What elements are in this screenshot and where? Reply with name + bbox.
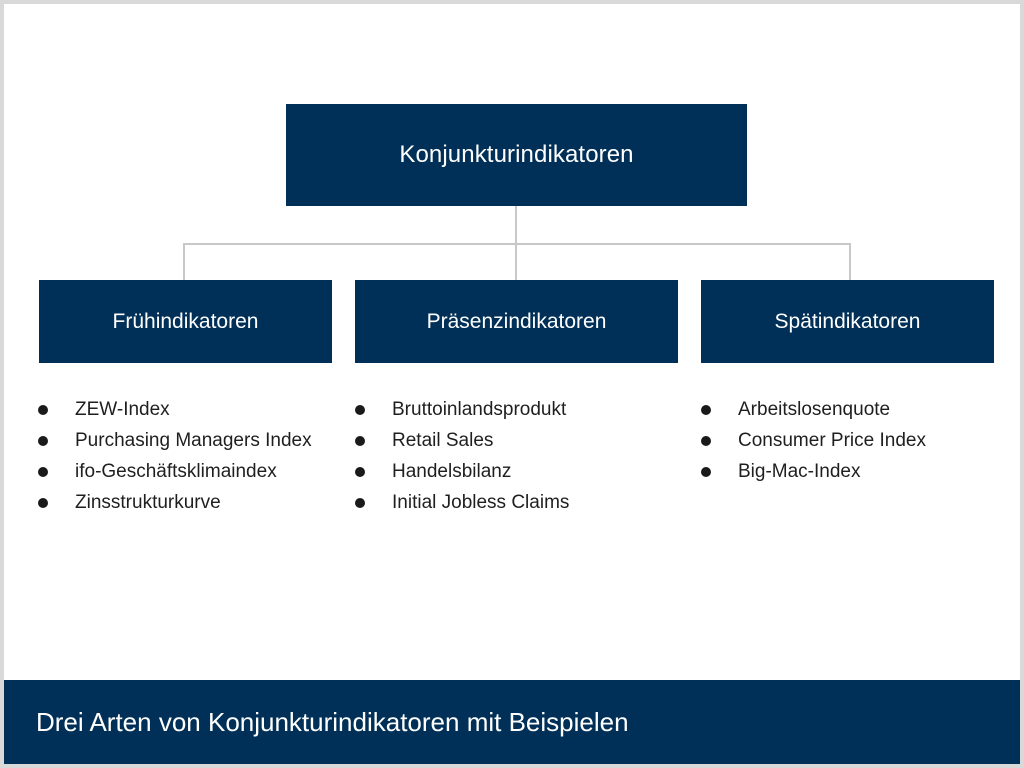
bullet-icon — [38, 498, 48, 508]
list-item — [355, 394, 569, 425]
bullet-icon — [38, 405, 48, 415]
root-node — [286, 104, 747, 206]
list-item-label: Arbeitslosenquote — [738, 399, 891, 420]
list-item-label: ZEW-Index — [75, 399, 170, 420]
connector-left-down — [183, 243, 185, 280]
caption-banner — [4, 680, 1020, 764]
list-item-label: Bruttoinlandsprodukt — [392, 399, 567, 420]
bullet-icon — [355, 436, 365, 446]
category-node-fruehindikatoren — [39, 280, 332, 363]
list-item — [701, 456, 926, 487]
list-item-label: ifo-Geschäftsklimaindex — [75, 461, 277, 482]
bullet-icon — [38, 436, 48, 446]
list-item — [355, 425, 569, 456]
list-item — [701, 425, 926, 456]
list-item — [38, 487, 312, 518]
bullet-icon — [355, 498, 365, 508]
category-label: Präsenzindikatoren — [426, 309, 607, 333]
list-item — [38, 394, 312, 425]
list-item-label: Big-Mac-Index — [738, 461, 861, 482]
root-node-label: Konjunkturindikatoren — [399, 141, 634, 168]
list-item-label: Zinsstrukturkurve — [75, 492, 221, 513]
category-label: Spätindikatoren — [774, 309, 921, 333]
category-node-praesenzindikatoren — [355, 280, 678, 363]
connector-root-down — [515, 206, 517, 245]
caption-text: Drei Arten von Konjunkturindikatoren mit Beispielen — [36, 706, 629, 737]
category-node-spaetindikatoren — [701, 280, 994, 363]
list-item — [701, 394, 926, 425]
list-item — [355, 487, 569, 518]
examples-list-praesenzindikatoren — [355, 394, 569, 518]
list-item-label: Consumer Price Index — [738, 430, 926, 451]
bullet-icon — [355, 405, 365, 415]
list-item-label: Retail Sales — [392, 430, 494, 451]
bullet-icon — [38, 467, 48, 477]
list-item — [38, 456, 312, 487]
list-item-label: Initial Jobless Claims — [392, 492, 570, 513]
list-item-label: Purchasing Managers Index — [75, 430, 312, 451]
bullet-icon — [701, 436, 711, 446]
examples-list-fruehindikatoren — [38, 394, 312, 518]
bullet-icon — [355, 467, 365, 477]
connector-right-down — [849, 243, 851, 280]
bullet-icon — [701, 467, 711, 477]
bullet-icon — [701, 405, 711, 415]
list-item-label: Handelsbilanz — [392, 461, 512, 482]
list-item — [355, 456, 569, 487]
connector-horizontal — [183, 243, 851, 245]
category-label: Frühindikatoren — [112, 309, 259, 333]
examples-list-spaetindikatoren — [701, 394, 926, 487]
list-item — [38, 425, 312, 456]
connector-middle-down — [515, 243, 517, 280]
